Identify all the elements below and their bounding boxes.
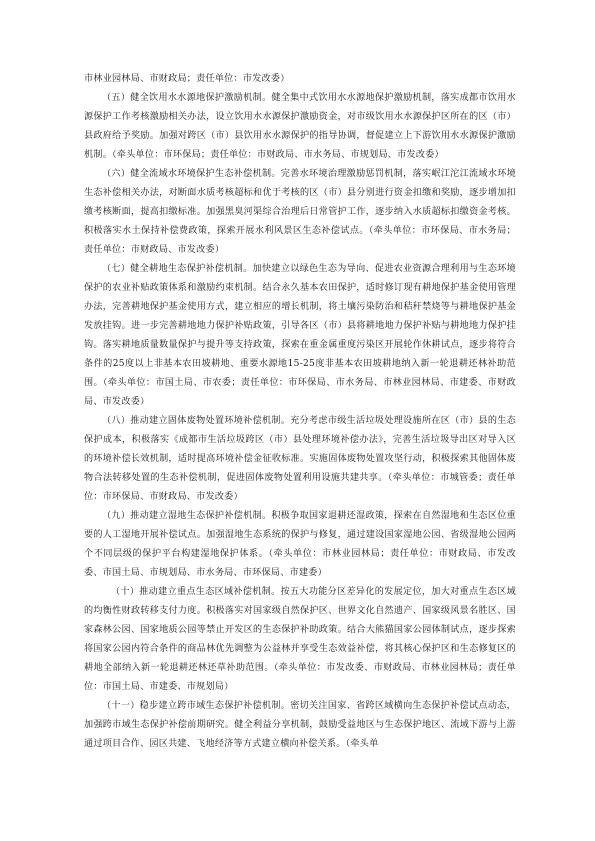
paragraph-item-7: （七）健全耕地生态保护补偿机制。加快建立以绿色生态为导向、促进农业资源合理利用与生态环境保护的农业补贴政策体系和激励约束机制。结合永久基本农田保护，适时修订现有耕地保护基金使用管理办法，完善耕地保护基金使用方式，建立相应的增长机制，将土壤污染防治和秸秆禁烧等与耕地保护基金发放挂钩。进一步完善耕地地力保护补贴政策，引导各区（市）县将耕地地力保护补贴与耕地地力保护挂钩。落实耕地质量数量保护与提升等支持政策，探索在重金属重度污染区开展轮作休耕试点，逐步将符合条件的25度以上非基本农田坡耕地、重要水源地15-25度非基本农田坡耕地纳入新一轮退耕还林补助范围。（牵头单位：市国土局、市农委；责任单位：市环保局、市水务局、市林业园林局、市建委、市财政局、市发改委） <box>84 264 516 407</box>
paragraph-item-5: （五）健全饮用水水源地保护激励机制。健全集中式饮用水水源地保护激励机制，落实成都市饮用水源保护工作考核激励相关办法，设立饮用水水源保护激励资金，对市级饮用水水源保护区所在的区（市）县政府给予奖励。加强对跨区（市）县饮用水水源保护的指导协调，督促建立上下游饮用水水源保护激励机制。（牵头单位：市环保局；责任单位：市财政局、市水务局、市规划局、市发改委） <box>84 93 516 160</box>
paragraph-continuation: 市林业园林局、市财政局；责任单位：市发改委） <box>84 74 290 84</box>
paragraph-item-8: （八）推动建立固体废物处置环境补偿机制。充分考虑市级生活垃圾处理设施所在区（市）县的生态保护成本，积极落实《成都市生活垃圾跨区（市）县处理环境补偿办法》，完善生活垃圾导出区对导入区的环境补偿长效机制，适时提高环境补偿金征收标准。实施固体废物处置攻坚行动，积极探索其他固体废物合法转移处置的生态补偿机制，促进固体废物处置利用设施共建共享。（牵头单位：市城管委；责任单位：市环保局、市财政局、市发改委） <box>84 416 516 502</box>
paragraph-item-10: （十）推动建立重点生态区域补偿机制。按五大功能分区差异化的发展定位，加大对重点生态区域的均衡性财政转移支付力度。积极落实对国家级自然保护区、世界文化自然遗产、国家级风景名胜区、国家森林公园、国家地质公园等禁止开发区的生态保护补助政策。结合大熊猫国家公园体制试点，逐步探索将国家公园内符合条件的商品林优先调整为公益林并享受生态效益补偿，将其核心保护区和生态修复区的耕地全部纳入新一轮退耕还林还草补助范围。（牵头单位：市发改委、市财政局、市林业园林局；责任单位：市国土局、市建委、市规划局） <box>84 587 516 692</box>
paragraph-item-9: （九）推动建立湿地生态保护补偿机制。积极争取国家退耕还湿政策，探索在自然湿地和生态区位重要的人工湿地开展补偿试点。加强湿地生态系统的保护与修复，通过建设国家湿地公园、省级湿地公园两个不同层级的保护平台构建湿地保护体系。（牵头单位：市林业园林局；责任单位：市财政局、市发改委、市国土局、市规划局、市水务局、市环保局、市建委） <box>84 511 516 578</box>
document-body <box>84 70 516 754</box>
paragraph-item-6: （六）健全流域水环境保护生态补偿机制。完善水环境治理激励惩罚机制，落实岷江沱江流域水环境生态补偿相关办法，对断面水质考核超标和优于考核的区（市）县分别进行资金扣缴和奖励，逐步增加扣缴考核断面，提高扣缴标准。加强黑臭河渠综合治理后日常管护工作，逐步纳入水质超标扣缴资金考核。积极落实水土保持补偿费政策，探索开展水利风景区生态补偿试点。（牵头单位：市环保局、市水务局；责任单位：市财政局、市发改委） <box>84 169 516 255</box>
paragraph-item-11: （十一）稳步建立跨市域生态保护补偿机制。密切关注国家、省跨区域横向生态保护补偿试点动态，加强跨市域生态保护补偿前期研究。健全利益分享机制，鼓励受益地区与生态保护地区、流域下游与上游通过项目合作、园区共建、飞地经济等方式建立横向补偿关系。（牵头单 <box>84 701 516 749</box>
